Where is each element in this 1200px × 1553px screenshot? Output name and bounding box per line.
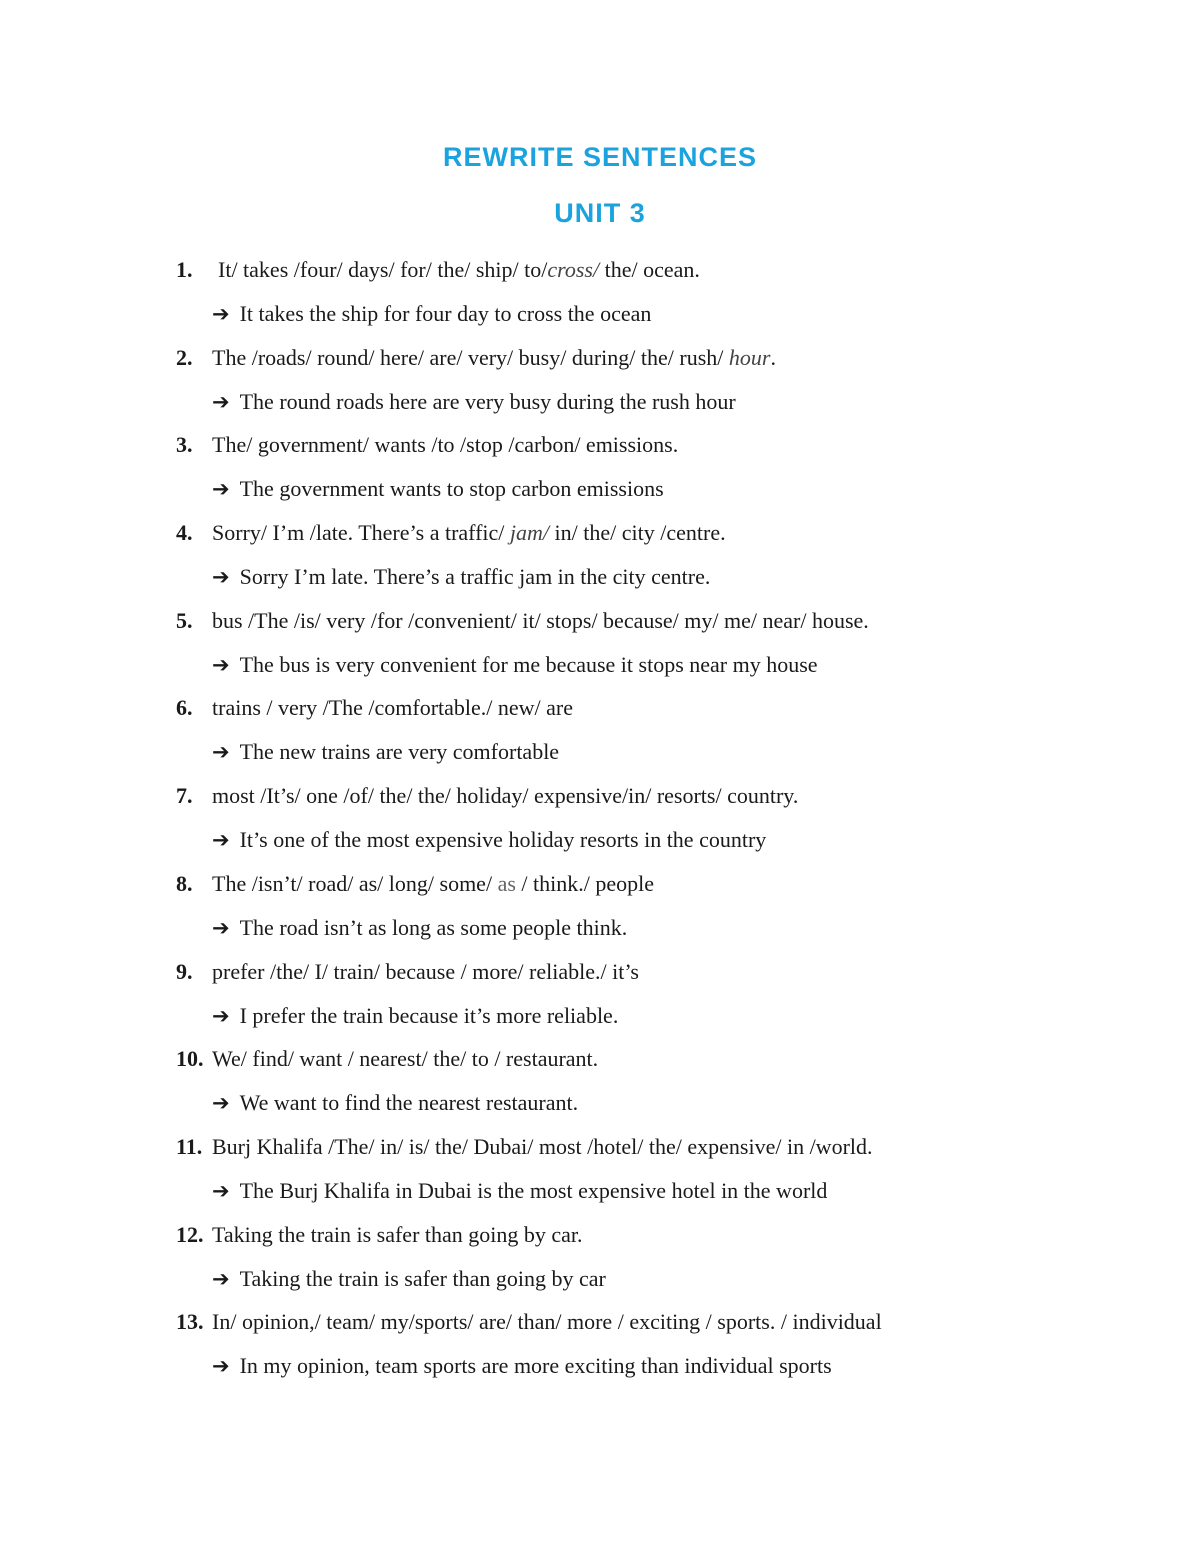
item-answer: ➔ The new trains are very comfortable <box>212 734 559 770</box>
arrow-right-icon: ➔ <box>212 915 230 940</box>
item-question: We/ find/ want / nearest/ the/ to / restaurant. <box>212 1046 599 1072</box>
item-number: 12. <box>176 1221 204 1247</box>
arrow-right-icon: ➔ <box>212 1266 230 1291</box>
item-answer: ➔ Taking the train is safer than going by car <box>212 1261 606 1297</box>
arrow-right-icon: ➔ <box>212 740 230 765</box>
arrow-right-icon: ➔ <box>212 1178 230 1203</box>
item-number: 13. <box>176 1309 204 1335</box>
arrow-right-icon: ➔ <box>212 1354 230 1379</box>
arrow-right-icon: ➔ <box>212 302 230 326</box>
item-question: The /roads/ round/ here/ are/ very/ busy/ during/ the/ rush/ hour. <box>212 344 776 370</box>
arrow-right-icon: ➔ <box>212 477 230 502</box>
list-item <box>0 866 1200 954</box>
arrow-right-icon: ➔ <box>212 1091 230 1116</box>
list-item <box>0 1304 1200 1392</box>
item-question: In/ opinion,/ team/ my/sports/ are/ than/ more / exciting / sports. / individual <box>212 1309 882 1335</box>
page-subtitle: UNIT 3 <box>554 198 646 228</box>
list-item <box>0 1217 1200 1305</box>
list-item <box>0 1041 1200 1129</box>
item-number: 3. <box>176 432 193 458</box>
item-question: prefer /the/ I/ train/ because / more/ reliable./ it’s <box>212 958 639 984</box>
item-number: 5. <box>176 607 193 633</box>
item-question: most /It’s/ one /of/ the/ the/ holiday/ expensive/in/ resorts/ country. <box>212 783 799 809</box>
arrow-right-icon: ➔ <box>212 389 230 414</box>
list-item <box>0 954 1200 1042</box>
item-question: Burj Khalifa /The/ in/ is/ the/ Dubai/ most /hotel/ the/ expensive/ in /world. <box>212 1133 873 1159</box>
page-title: REWRITE SENTENCES <box>442 142 758 172</box>
list-item <box>0 603 1200 691</box>
item-question: trains / very /The /comfortable./ new/ are <box>212 695 574 721</box>
item-number: 6. <box>176 695 193 721</box>
item-answer: ➔ Sorry I’m late. There’s a traffic jam in the city centre. <box>212 559 710 595</box>
arrow-right-icon: ➔ <box>212 652 230 677</box>
item-number: 8. <box>176 870 193 896</box>
item-answer: ➔ The Burj Khalifa in Dubai is the most expensive hotel in the world <box>212 1173 827 1209</box>
item-answer: ➔ The bus is very convenient for me because it stops near my house <box>212 647 818 683</box>
item-number: 11. <box>176 1133 203 1159</box>
item-number: 9. <box>176 958 193 984</box>
item-number: 7. <box>176 783 193 809</box>
list-item <box>0 340 1200 428</box>
list-item <box>0 1129 1200 1217</box>
item-answer: ➔ We want to find the nearest restaurant. <box>212 1085 578 1121</box>
list-item <box>0 690 1200 778</box>
arrow-right-icon: ➔ <box>212 828 230 853</box>
item-number: 1. <box>176 257 193 282</box>
item-question: Sorry/ I’m /late. There’s a traffic/ jam/ in/ the/ city /centre. <box>212 520 726 546</box>
item-question: The/ government/ wants /to /stop /carbon/ emissions. <box>212 432 679 458</box>
item-question: It/ takes /four/ days/ for/ the/ ship/ to/cross/ the/ ocean. <box>218 257 700 282</box>
item-answer: ➔ The round roads here are very busy during the rush hour <box>212 384 736 420</box>
item-question: bus /The /is/ very /for /convenient/ it/ stops/ because/ my/ me/ near/ house. <box>212 607 869 633</box>
item-number: 4. <box>176 520 193 546</box>
item-question: The /isn’t/ road/ as/ long/ some/ as / think./ people <box>212 870 654 896</box>
item-answer: ➔ It’s one of the most expensive holiday resorts in the country <box>212 822 766 858</box>
list-item <box>0 778 1200 866</box>
arrow-right-icon: ➔ <box>212 1003 230 1028</box>
list-item <box>0 427 1200 515</box>
list-item <box>0 515 1200 603</box>
exercise-list <box>0 252 1200 1392</box>
item-number: 10. <box>176 1046 204 1072</box>
item-answer: ➔ The road isn’t as long as some people think. <box>212 910 627 946</box>
item-question: Taking the train is safer than going by car. <box>212 1221 583 1247</box>
item-answer: ➔ In my opinion, team sports are more exciting than individual sports <box>212 1348 832 1384</box>
item-answer: ➔ The government wants to stop carbon emissions <box>212 471 664 507</box>
item-number: 2. <box>176 344 193 370</box>
arrow-right-icon: ➔ <box>212 565 230 590</box>
item-answer: ➔ I prefer the train because it’s more reliable. <box>212 998 618 1034</box>
list-item <box>0 252 1200 340</box>
item-answer: ➔ It takes the ship for four day to cross the ocean <box>212 296 651 332</box>
